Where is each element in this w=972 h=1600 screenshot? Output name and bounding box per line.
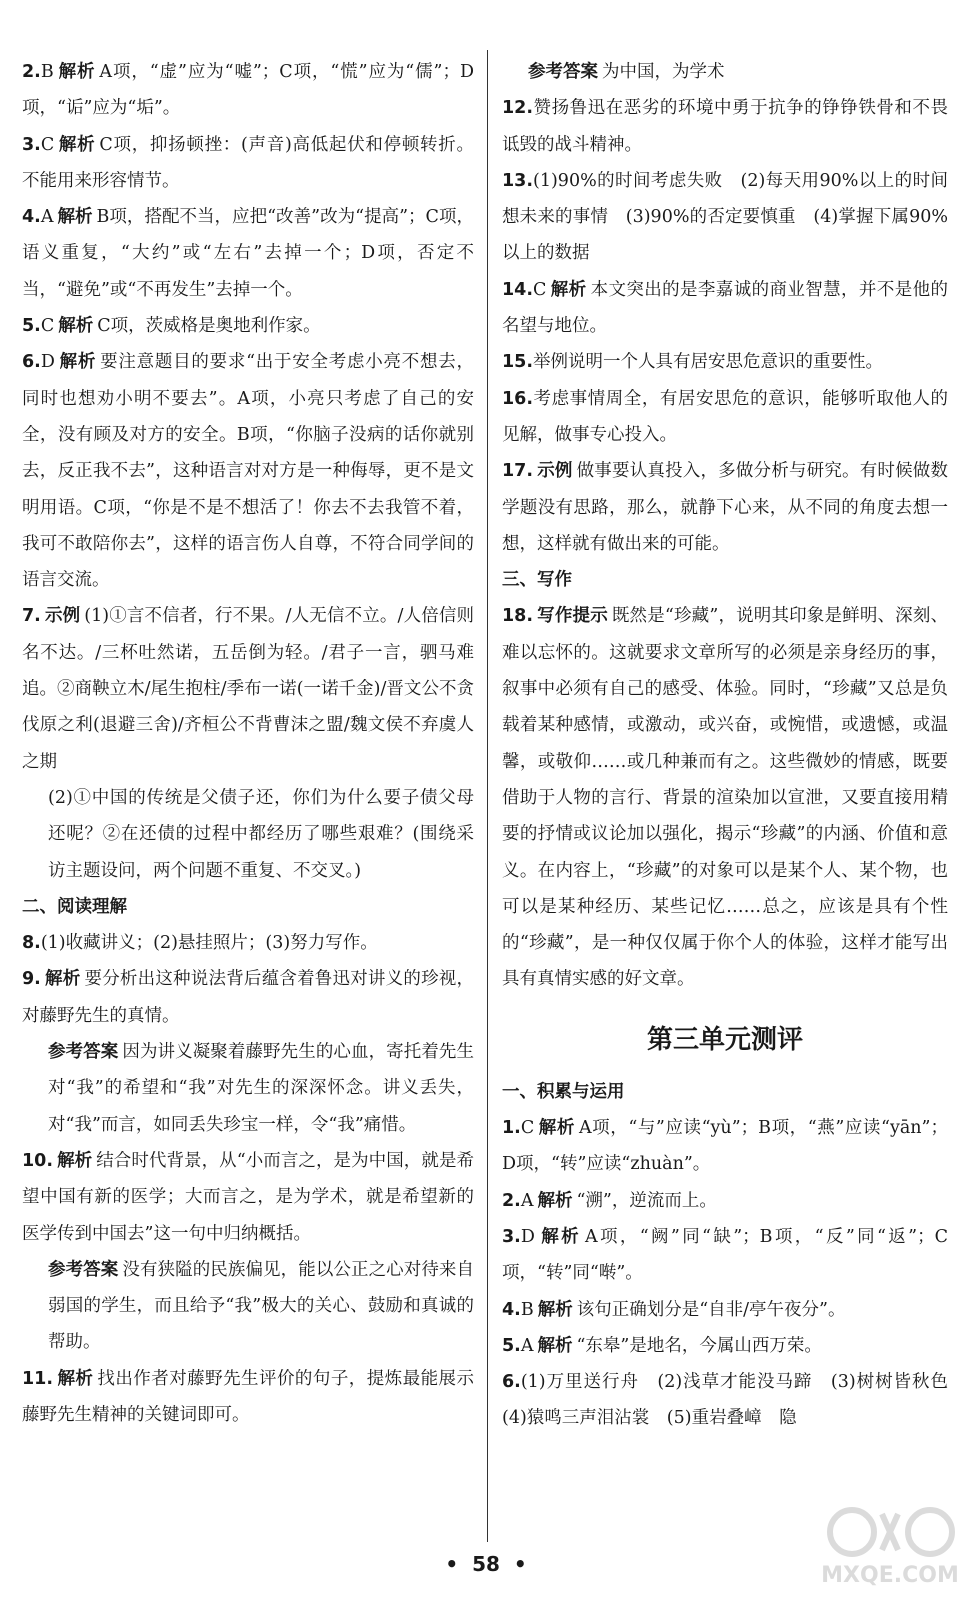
answer-q11: 11. 解析 找出作者对藤野先生评价的句子，提炼最能展示藤野先生精神的关键词即可。	[22, 1368, 475, 1425]
left-column	[22, 54, 474, 1433]
answer-q7-part2: (2)①中国的传统是父债子还，你们为什么要子债父母还呢？②在还债的过程中都经历了哪些艰难？(围绕采访主题设问，两个问题不重复、不交叉。)	[48, 787, 474, 881]
answer-q9-reference: 参考答案 因为讲义凝聚着藤野先生的心血，寄托着先生对“我”的希望和“我”对先生的深深怀念。讲义丢失，对“我”而言，如同丢失珍宝一样，令“我”痛惜。	[48, 1042, 475, 1135]
watermark-logo	[812, 1494, 968, 1594]
answer-q10-reference: 参考答案 没有狭隘的民族偏见，能以公正之心对待来自弱国的学生，而且给予“我”极大的关心、鼓励和真诚的帮助。	[48, 1259, 475, 1353]
unit3-answer-4: 4.B 解析 该句正确划分是“自非/亭午夜分”。	[502, 1299, 846, 1320]
section-heading-accumulation: 一、积累与运用	[502, 1081, 625, 1102]
column-divider	[487, 50, 488, 1542]
answer-q12: 12.赞扬鲁迅在恶劣的环境中勇于抗争的铮铮铁骨和不畏诋毁的战斗精神。	[502, 98, 948, 155]
watermark-text: MXQE.COM	[821, 1563, 959, 1588]
unit3-answer-2: 2.A 解析 “溯”，逆流而上。	[502, 1190, 717, 1211]
answer-q6: 6.D 解析 要注意题目的要求“出于安全考虑小亮不想去，同时也想劝小明不要去”。A项，小亮只考虑了自己的安全，没有顾及对方的安全。B项，“你脑子没病的话你就别去，反正我不去”，这种语言对对方是一种侮辱，更不是文明用语。C项，“你是不是不想活了！你去不去我管不着，我可不敢陪你去”，这样的语言伤人自尊，不符合同学间的语言交流。	[22, 352, 475, 591]
answer-q2: 2.B 解析 A项，“虚”应为“嘘”；C项，“慌”应为“儒”；D项，“诟”应为“垢”。	[22, 62, 474, 119]
answer-q5: 5.C 解析 C项，茨威格是奥地利作家。	[22, 316, 321, 337]
unit-title: 第三单元测评	[646, 1024, 803, 1055]
answer-q8: 8.(1)收藏讲义；(2)悬挂照片；(3)努力写作。	[22, 933, 378, 954]
unit3-answer-5: 5.A 解析 “东皋”是地名，今属山西万荣。	[502, 1335, 822, 1356]
section-heading-writing: 三、写作	[502, 570, 572, 591]
right-column	[502, 54, 966, 1437]
unit3-answer-3: 3.D 解析 A项，“阙”同“缺”；B项，“反”同“返”；C项，“转”同“啭”。	[502, 1226, 949, 1284]
answer-q13: 13.(1)90%的时间考虑失败 (2)每天用90%以上的时间想未来的事情 (3)90%的否定要慎重 (4)掌握下属90%以上的数据	[502, 170, 948, 264]
unit3-answer-6: 6.(1)万里送行舟 (2)浅草才能没马蹄 (3)树树皆秋色 (4)猿鸣三声泪沾裳 (5)重岩叠嶂 隐	[502, 1372, 966, 1429]
answer-q11-reference: 参考答案 为中国，为学术	[528, 62, 725, 82]
answer-q17: 17. 示例 做事要认真投入，多做分析与研究。有时候做数学题没有思路，那么，就静下心来，从不同的角度去想一想，这样就有做出来的可能。	[502, 461, 949, 554]
answer-q15: 15.举例说明一个人具有居安思危意识的重要性。	[502, 352, 884, 373]
section-heading-reading: 二、阅读理解	[22, 896, 127, 917]
answer-q18: 18. 写作提示 既然是“珍藏”，说明其印象是鲜明、深刻、难以忘怀的。这就要求文章所写的必须是亲身经历的事，叙事中必须有自己的感受、体验。同时，“珍藏”又总是负载着某种感情，或激动，或兴奋，或惋惜，或遗憾，或温馨，或敬仰……或几种兼而有之。这些微妙的情感，既要借助于人物的言行、背景的渲染加以宣泄，又要直接用精要的抒情或议论加以强化，揭示“珍藏”的内涵、价值和意义。在内容上，“珍藏”的对象可以是某个人、某个物，也可以是某种经历、某些记忆……总之，应该是具有个性的“珍藏”，是一种仅仅属于你个人的体验，这样才能写出具有真情实感的好文章。	[502, 606, 948, 990]
answer-q9: 9. 解析 要分析出这种说法背后蕴含着鲁迅对讲义的珍视，对藤野先生的真情。	[22, 969, 475, 1026]
watermark-glyphs	[830, 1510, 952, 1554]
answer-q3: 3.C 解析 C项，抑扬顿挫：(声音)高低起伏和停顿转折。不能用来形容情节。	[22, 134, 474, 191]
answer-q14: 14.C 解析 本文突出的是李嘉诚的商业智慧，并不是他的名望与地位。	[502, 279, 948, 337]
answer-q16: 16.考虑事情周全，有居安思危的意识，能够听取他人的见解，做事专心投入。	[502, 388, 948, 445]
answer-q10: 10. 解析 结合时代背景，从“小而言之，是为中国，就是希望中国有新的医学；大而言之，是为学术，就是希望新的医学传到中国去”这一句中归纳概括。	[22, 1150, 475, 1244]
page-number: • 58 •	[445, 1552, 527, 1576]
unit3-answer-1: 1.C 解析 A项，“与”应读“yù”；B项，“燕”应读“yān”；D项，“转”应读“zhuàn”。	[502, 1118, 948, 1175]
answer-q4: 4.A 解析 B项，搭配不当，应把“改善”改为“提高”；C项，语义重复，“大约”或“左右”去掉一个；D项，否定不当，“避免”或“不再发生”去掉一个。	[22, 207, 474, 300]
answer-q7: 7. 示例 (1)①言不信者，行不果。/人无信不立。/人倍信则名不达。/三杯吐然诺，五岳倒为轻。/君子一言，驷马难追。②商鞅立木/尾生抱柱/季布一诺(一诺千金)/晋文公不贪伐原之利(退避三舍)/齐桓公不背曹沫之盟/魏文侯不弃虞人之期	[22, 606, 474, 772]
